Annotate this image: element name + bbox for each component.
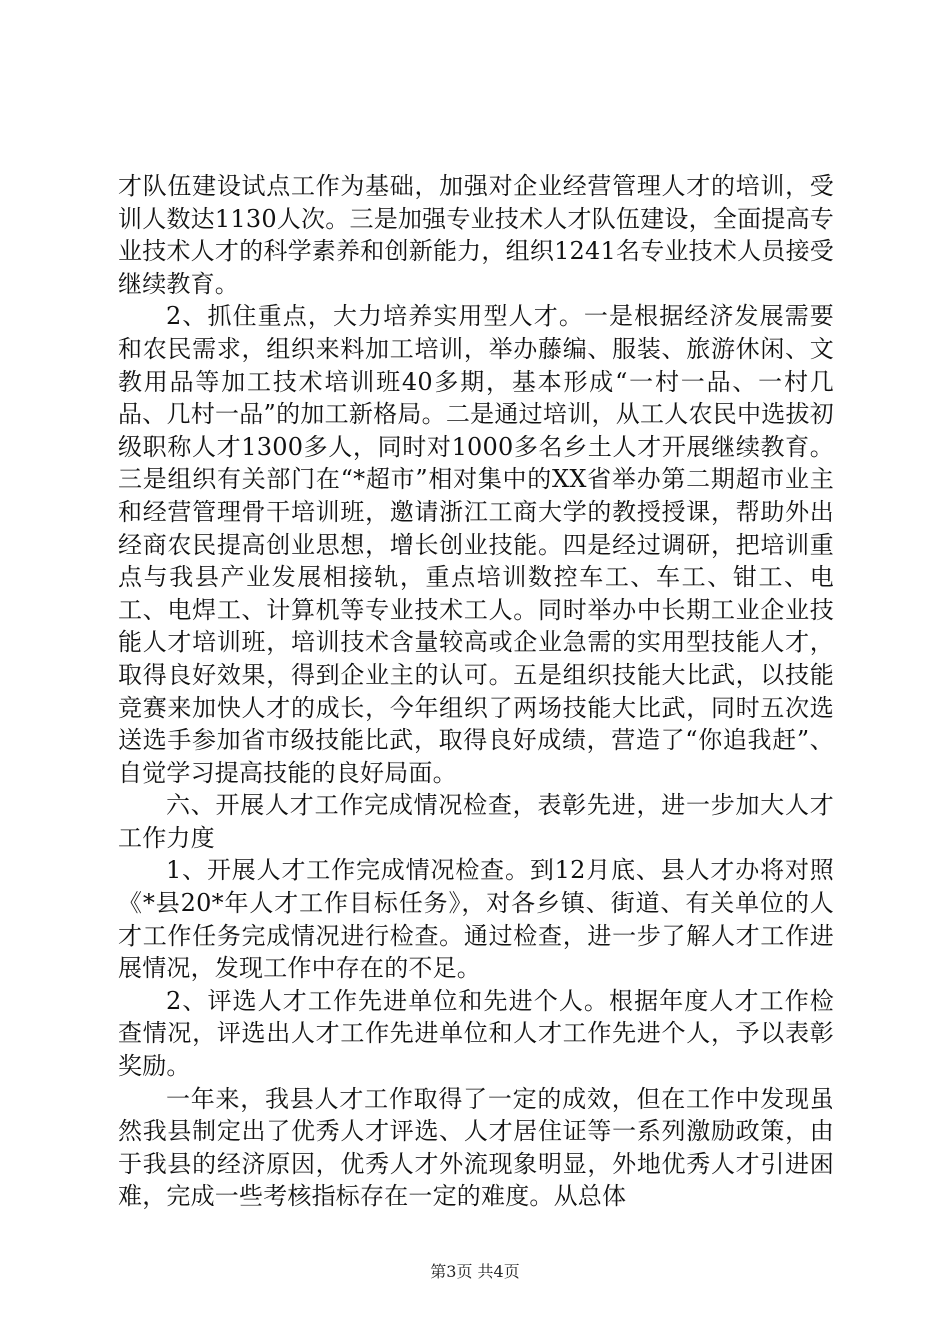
paragraph-inspection: 1、开展人才工作完成情况检查。到12月底、县人才办将对照《*县20*年人才工作目标任务》，对各乡镇、街道、有关单位的人才工作任务完成情况进行检查。通过检查，进一步了解人才工作进展情况，发现工作中存在的不足。 bbox=[118, 856, 834, 983]
section-heading-six: 六、开展人才工作完成情况检查，表彰先进，进一步加大人才工作力度 bbox=[118, 791, 834, 852]
paragraph-commendation: 2、评选人才工作先进单位和先进个人。根据年度人才工作检查情况，评选出人才工作先进单位和人才工作先进个人，予以表彰奖励。 bbox=[118, 986, 834, 1081]
paragraph-practical-talent: 2、抓住重点，大力培养实用型人才。一是根据经济发展需要和农民需求，组织来料加工培训，举办藤编、服装、旅游休闲、文教用品等加工技术培训班40多期，基本形成“一村一品、一村几品、几村一品”的加工新格局。二是通过培训，从工人农民中选拔初级职称人才1300多人，同时对1000多名乡土人才开展继续教育。三是组织有关部门在“*超市”相对集中的XX省举办第二期超市业主和经营管理骨干培训班，邀请浙江工商大学的教授授课，帮助外出经商农民提高创业思想，增长创业技能。四是经过调研，把培训重点与我县产业发展相接轨，重点培训数控车工、车工、钳工、电工、电焊工、计算机等专业技术工人。同时举办中长期工业企业技能人才培训班，培训技术含量较高或企业急需的实用型技能人才，取得良好效果，得到企业主的认可。五是组织技能大比武，以技能竞赛来加快人才的成长，今年组织了两场技能大比武，同时五次选送选手参加省市级技能比武，取得良好成绩，营造了“你追我赶”、自觉学习提高技能的良好局面。 bbox=[118, 302, 834, 787]
paragraph-continuation: 才队伍建设试点工作为基础，加强对企业经营管理人才的培训，受训人数达1130人次。三是加强专业技术人才队伍建设，全面提高专业技术人才的科学素养和创新能力，组织1241名专业技术人员接受继续教育。 bbox=[118, 172, 834, 298]
page-number-label: 第3页 共4页 bbox=[430, 1262, 520, 1281]
page-footer bbox=[0, 1262, 950, 1282]
document-body bbox=[118, 170, 834, 1213]
paragraph-summary: 一年来，我县人才工作取得了一定的成效，但在工作中发现虽然我县制定出了优秀人才评选、人才居住证等一系列激励政策，由于我县的经济原因，优秀人才外流现象明显，外地优秀人才引进困难，完成一些考核指标存在一定的难度。从总体 bbox=[118, 1084, 834, 1211]
